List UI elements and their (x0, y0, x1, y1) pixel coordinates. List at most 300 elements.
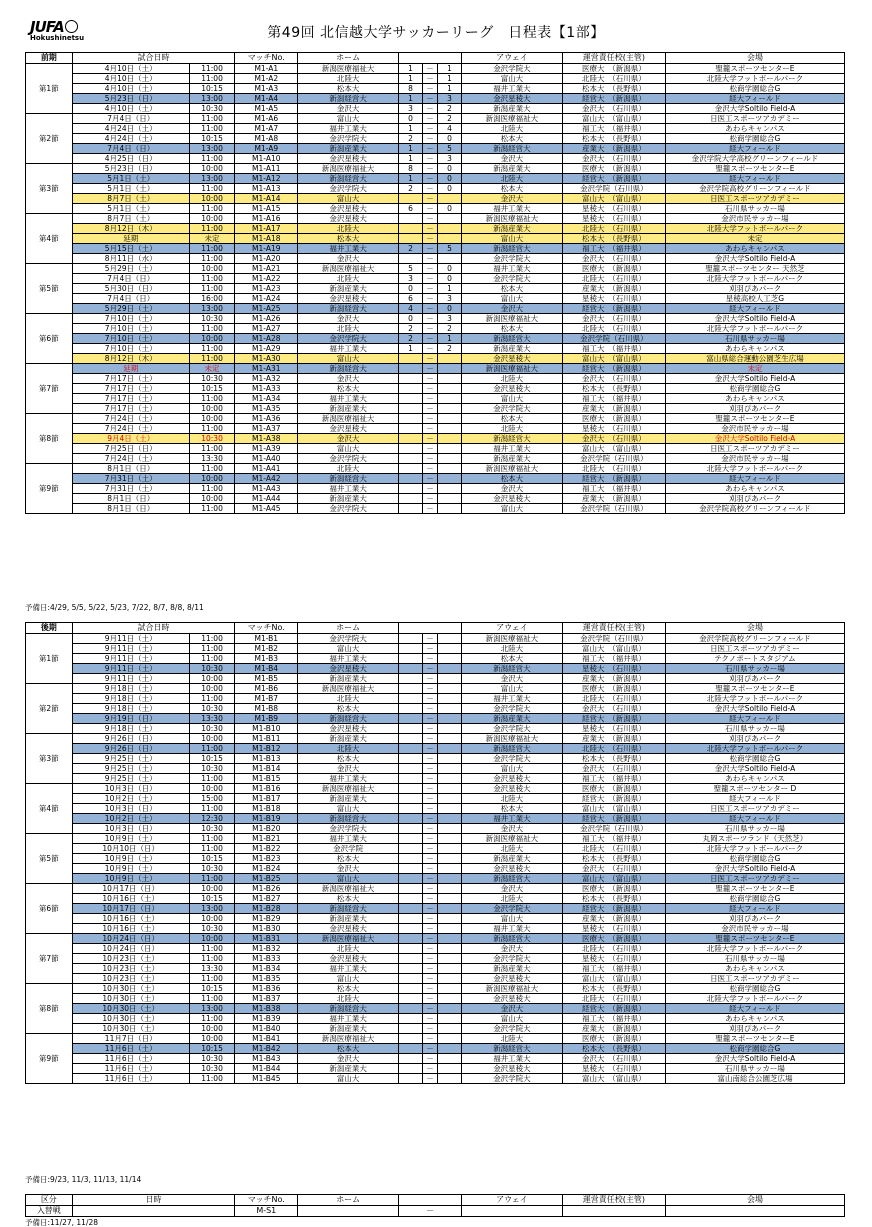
match-date: 4月10日（土） (72, 84, 189, 94)
match-date: 7月10日（土） (72, 314, 189, 324)
match-date: 7月25日（日） (72, 444, 189, 454)
away-score (438, 974, 462, 984)
venue: 経大フィールド (665, 144, 844, 154)
home-team: 新潟産業大 (298, 794, 399, 804)
home-team: 金沢星稜大 (298, 924, 399, 934)
match-date: 10月9日（土） (72, 864, 189, 874)
home-team: 新潟経営大 (298, 1004, 399, 1014)
match-number: M1-B19 (235, 814, 298, 824)
match-number: M1-A44 (235, 494, 298, 504)
score-separator: － (422, 1054, 437, 1064)
match-number: M1-A41 (235, 464, 298, 474)
match-number: M1-A12 (235, 174, 298, 184)
away-score (438, 694, 462, 704)
match-row (26, 774, 845, 784)
section-label: 第6節 (26, 314, 73, 364)
away-team: 新潟産業大 (462, 164, 563, 174)
match-row (26, 244, 845, 254)
home-team: 福井工業大 (298, 244, 399, 254)
home-team: 金沢星稜大 (298, 664, 399, 674)
away-score (438, 484, 462, 494)
match-row (26, 664, 845, 674)
home-score (399, 854, 423, 864)
venue: テクノポートスタジアム (665, 654, 844, 664)
away-team: 金沢大 (462, 824, 563, 834)
venue: 金沢大学Soltilo Field-A (665, 1054, 844, 1064)
organizer-school: 金沢大 （石川県） (562, 104, 665, 114)
match-time: 11:00 (189, 224, 235, 234)
score-separator: － (422, 784, 437, 794)
home-score (399, 444, 423, 454)
away-team: 金沢星稜大 (462, 784, 563, 794)
match-row (26, 194, 845, 204)
score-separator: － (422, 804, 437, 814)
home-score (399, 934, 423, 944)
match-row (26, 914, 845, 924)
match-row (26, 324, 845, 334)
home-score (399, 434, 423, 444)
home-team: 新潟医療福祉大 (298, 414, 399, 424)
home-score (399, 834, 423, 844)
home-team: 北陸大 (298, 464, 399, 474)
home-team: 福井工業大 (298, 1014, 399, 1024)
match-row (26, 424, 845, 434)
header-away: アウェイ (462, 53, 563, 64)
match-date: 11月6日（土） (72, 1074, 189, 1084)
venue: 未定 (665, 234, 844, 244)
away-score (438, 744, 462, 754)
home-score (399, 684, 423, 694)
home-team: 金沢学院大 (298, 634, 399, 644)
home-score (399, 1074, 423, 1084)
organizer-school: 富山大 （富山県） (562, 114, 665, 124)
venue: 刈羽ぴあパーク (665, 284, 844, 294)
home-team: 新潟産業大 (298, 734, 399, 744)
organizer-school: 星稜大 （石川県） (562, 424, 665, 434)
match-row (26, 934, 845, 944)
match-row (26, 144, 845, 154)
home-score (399, 974, 423, 984)
venue: 金沢大学Soltilo Field-A (665, 254, 844, 264)
home-score (399, 824, 423, 834)
score-separator: － (422, 414, 437, 424)
away-team: 金沢星稜大 (462, 1064, 563, 1074)
away-team: 新潟医療福祉大 (462, 734, 563, 744)
home-score (399, 804, 423, 814)
match-date: 10月30日（土） (72, 1014, 189, 1024)
away-score (438, 434, 462, 444)
match-number: M1-A25 (235, 304, 298, 314)
match-time: 11:00 (189, 834, 235, 844)
match-number: M1-A6 (235, 114, 298, 124)
home-score (399, 354, 423, 364)
home-score: 1 (399, 154, 423, 164)
organizer-school: 産業大 （新潟県） (562, 144, 665, 154)
home-score (399, 654, 423, 664)
section-label: 第5節 (26, 264, 73, 314)
home-score: 3 (399, 274, 423, 284)
score-separator: － (422, 684, 437, 694)
away-score: 2 (438, 324, 462, 334)
venue: 未定 (665, 364, 844, 374)
match-row (26, 634, 845, 644)
venue: 日医工スポーツアカデミー (665, 114, 844, 124)
away-team: 福井工業大 (462, 84, 563, 94)
home-score (399, 644, 423, 654)
match-number: M1-B4 (235, 664, 298, 674)
score-separator: － (422, 154, 437, 164)
match-number: M1-A17 (235, 224, 298, 234)
section-label: 第4節 (26, 784, 73, 834)
venue: 経大フィールド (665, 304, 844, 314)
match-time: 10:15 (189, 384, 235, 394)
match-time: 13:30 (189, 714, 235, 724)
match-time: 10:15 (189, 984, 235, 994)
match-time: 13:00 (189, 94, 235, 104)
away-score (438, 854, 462, 864)
home-team: 松本大 (298, 234, 399, 244)
match-row (26, 894, 845, 904)
organizer-school: 福工大 （福井県） (562, 774, 665, 784)
organizer-school: 金沢大 （石川県） (562, 154, 665, 164)
home-score: 2 (399, 334, 423, 344)
away-score (438, 194, 462, 204)
match-time: 11:00 (189, 344, 235, 354)
home-score (399, 634, 423, 644)
match-row (26, 734, 845, 744)
organizer-school: 金沢大 （石川県） (562, 434, 665, 444)
match-date: 延期 (72, 234, 189, 244)
home-score (399, 414, 423, 424)
away-team: 松本大 (462, 284, 563, 294)
match-time: 11:00 (189, 974, 235, 984)
match-row (26, 1024, 845, 1034)
match-time: 10:00 (189, 914, 235, 924)
header-datetime: 日時 (72, 1195, 235, 1206)
home-team: 新潟医療福祉大 (298, 934, 399, 944)
home-score (399, 884, 423, 894)
score-separator: － (422, 294, 437, 304)
match-date: 10月23日（土） (72, 964, 189, 974)
header-organizer: 運営責任校(主管) (562, 53, 665, 64)
away-score (438, 684, 462, 694)
match-date: 9月18日（土） (72, 694, 189, 704)
match-number: M1-A20 (235, 254, 298, 264)
match-time: 10:15 (189, 754, 235, 764)
away-team: 金沢学院大 (462, 254, 563, 264)
venue: 北陸大学フットボールパーク (665, 744, 844, 754)
score-separator: － (422, 244, 437, 254)
organizer-school: 経営大 （新潟県） (562, 364, 665, 374)
venue: 金沢大学Soltilo Field-A (665, 434, 844, 444)
score-separator: － (422, 1074, 437, 1084)
match-row (26, 724, 845, 734)
match-time: 10:15 (189, 1044, 235, 1054)
home-team: 富山大 (298, 444, 399, 454)
score-separator: － (422, 1064, 437, 1074)
match-date: 4月24日（土） (72, 124, 189, 134)
match-row (26, 444, 845, 454)
score-separator: － (422, 704, 437, 714)
away-team: 新潟医療福祉大 (462, 634, 563, 644)
match-time: 11:00 (189, 874, 235, 884)
venue: あわらキャンパス (665, 244, 844, 254)
match-date: 11月6日（土） (72, 1054, 189, 1064)
away-team: 新潟産業大 (462, 854, 563, 864)
venue: 日医工スポーツアカデミー (665, 194, 844, 204)
match-row (26, 844, 845, 854)
home-team: 富山大 (298, 804, 399, 814)
match-number: M1-B14 (235, 764, 298, 774)
match-number: M1-B24 (235, 864, 298, 874)
away-team: 富山大 (462, 684, 563, 694)
match-time: 13:00 (189, 174, 235, 184)
match-number: M1-B38 (235, 1004, 298, 1014)
venue: 経大フィールド (665, 794, 844, 804)
match-time: 10:30 (189, 374, 235, 384)
away-team: 新潟医療福祉大 (462, 464, 563, 474)
match-date: 7月17日（土） (72, 374, 189, 384)
home-score: 1 (399, 344, 423, 354)
away-team: 北陸大 (462, 844, 563, 854)
match-time: 16:00 (189, 294, 235, 304)
venue: あわらキャンパス (665, 124, 844, 134)
venue: 松商学園総合G (665, 854, 844, 864)
away-score (438, 464, 462, 474)
match-time: 15:00 (189, 794, 235, 804)
match-time: 11:00 (189, 944, 235, 954)
home-team: 新潟産業大 (298, 494, 399, 504)
organizer-school: 福工大 （福井県） (562, 484, 665, 494)
match-number: M1-B7 (235, 694, 298, 704)
organizer-school: 北陸大 （石川県） (562, 464, 665, 474)
match-number: M1-A33 (235, 384, 298, 394)
header-category: 区分 (26, 1195, 73, 1206)
venue: 北陸大学フットボールパーク (665, 844, 844, 854)
match-row (26, 344, 845, 354)
home-score: 6 (399, 294, 423, 304)
header-home: ホーム (298, 623, 399, 634)
venue: 石川県サッカー場 (665, 954, 844, 964)
match-time: 10:00 (189, 264, 235, 274)
away-team: 金沢大 (462, 194, 563, 204)
match-row (26, 704, 845, 714)
match-date: 8月1日（日） (72, 494, 189, 504)
away-score: 0 (438, 204, 462, 214)
home-team: 金沢星稜大 (298, 954, 399, 964)
away-score (438, 214, 462, 224)
match-date: 8月12日（木） (72, 354, 189, 364)
match-time: 10:30 (189, 704, 235, 714)
match-number: M1-A2 (235, 74, 298, 84)
match-date: 8月7日（土） (72, 214, 189, 224)
match-row (26, 954, 845, 964)
away-score (438, 794, 462, 804)
match-row (26, 1074, 845, 1084)
match-time: 11:00 (189, 634, 235, 644)
away-team: 松本大 (462, 804, 563, 814)
venue: 経大フィールド (665, 714, 844, 724)
match-row (26, 164, 845, 174)
venue: 松商学園総合G (665, 84, 844, 94)
match-row (26, 904, 845, 914)
organizer-school: 金沢学院（石川県） (562, 184, 665, 194)
match-time: 10:00 (189, 684, 235, 694)
match-row (26, 94, 845, 104)
home-team: 金沢大 (298, 314, 399, 324)
organizer-school: 松本大 （長野県） (562, 754, 665, 764)
match-number: M1-B5 (235, 674, 298, 684)
home-score: 2 (399, 184, 423, 194)
venue: 日医工スポーツアカデミー (665, 974, 844, 984)
home-score (399, 374, 423, 384)
score-separator: － (422, 144, 437, 154)
venue: 聖籠スポーツセンターE (665, 64, 844, 74)
home-score (399, 224, 423, 234)
match-number: M1-A38 (235, 434, 298, 444)
match-time: 11:00 (189, 744, 235, 754)
away-score (438, 654, 462, 664)
away-team: 金沢学院大 (462, 724, 563, 734)
venue: あわらキャンパス (665, 484, 844, 494)
home-team: 金沢大 (298, 254, 399, 264)
away-team: 新潟医療福祉大 (462, 214, 563, 224)
match-number: M1-A18 (235, 234, 298, 244)
playoff-away (462, 1206, 563, 1217)
venue: 北陸大学フットボールパーク (665, 324, 844, 334)
organizer-school: 金沢学院（石川県） (562, 824, 665, 834)
match-number: M1-A26 (235, 314, 298, 324)
match-number: M1-B44 (235, 1064, 298, 1074)
match-date: 5月29日（土） (72, 304, 189, 314)
match-time: 11:00 (189, 504, 235, 514)
section-label: 第9節 (26, 464, 73, 514)
match-date: 10月2日（土） (72, 794, 189, 804)
match-time: 10:00 (189, 334, 235, 344)
match-time: 未定 (189, 364, 235, 374)
away-team: 新潟産業大 (462, 224, 563, 234)
header-datetime: 試合日時 (72, 53, 235, 64)
header-score (399, 623, 462, 634)
home-score (399, 734, 423, 744)
match-number: M1-A3 (235, 84, 298, 94)
score-separator: － (422, 864, 437, 874)
match-date: 10月16日（土） (72, 924, 189, 934)
home-score (399, 464, 423, 474)
home-score (399, 764, 423, 774)
venue: 石川県サッカー場 (665, 824, 844, 834)
match-number: M1-B23 (235, 854, 298, 864)
match-number: M1-A19 (235, 244, 298, 254)
organizer-school: 星稜大 （石川県） (562, 954, 665, 964)
match-date: 8月7日（土） (72, 194, 189, 204)
home-score (399, 1064, 423, 1074)
second-half-reserve-dates: 予備日:9/23, 11/3, 11/13, 11/14 (25, 1175, 142, 1184)
playoff-row (26, 1206, 845, 1217)
score-separator: － (422, 374, 437, 384)
away-score (438, 414, 462, 424)
score-separator: － (422, 354, 437, 364)
match-row (26, 134, 845, 144)
match-row (26, 234, 845, 244)
match-row (26, 864, 845, 874)
away-score (438, 834, 462, 844)
header-home: ホーム (298, 1195, 399, 1206)
match-date: 7月17日（土） (72, 404, 189, 414)
match-date: 10月24日（日） (72, 944, 189, 954)
score-separator: － (422, 644, 437, 654)
organizer-school: 経営大 （新潟県） (562, 94, 665, 104)
score-separator: － (422, 774, 437, 784)
organizer-school: 松本大 （長野県） (562, 234, 665, 244)
match-number: M1-B9 (235, 714, 298, 724)
logo-main-text: JUFA (30, 18, 64, 36)
match-row (26, 394, 845, 404)
match-row (26, 814, 845, 824)
header-row (26, 53, 845, 64)
away-score: 3 (438, 94, 462, 104)
match-row (26, 204, 845, 214)
venue: 北陸大学フットボールパーク (665, 944, 844, 954)
home-team: 富山大 (298, 1074, 399, 1084)
away-team: 金沢学院大 (462, 1024, 563, 1034)
away-team: 富山大 (462, 1014, 563, 1024)
score-separator: － (422, 994, 437, 1004)
score-separator: － (422, 944, 437, 954)
organizer-school: 経営大 （新潟県） (562, 1004, 665, 1014)
home-score (399, 844, 423, 854)
match-time: 11:00 (189, 254, 235, 264)
away-team: 松本大 (462, 134, 563, 144)
match-date: 10月30日（土） (72, 984, 189, 994)
header-score (399, 53, 462, 64)
match-number: M1-A42 (235, 474, 298, 484)
venue: あわらキャンパス (665, 1014, 844, 1024)
organizer-school: 富山大 （富山県） (562, 354, 665, 364)
score-separator: － (422, 924, 437, 934)
organizer-school: 星稜大 （石川県） (562, 924, 665, 934)
home-team: 松本大 (298, 984, 399, 994)
organizer-school: 松本大 （長野県） (562, 984, 665, 994)
away-score: 5 (438, 244, 462, 254)
match-number: M1-B25 (235, 874, 298, 884)
period-label: 後期 (26, 623, 73, 634)
home-score (399, 704, 423, 714)
score-separator: － (422, 1014, 437, 1024)
away-score: 3 (438, 314, 462, 324)
score-separator: － (422, 284, 437, 294)
away-score: 2 (438, 104, 462, 114)
away-score (438, 724, 462, 734)
match-row (26, 84, 845, 94)
away-team: 新潟産業大 (462, 964, 563, 974)
match-date: 7月10日（土） (72, 334, 189, 344)
organizer-school: 金沢学院（石川県） (562, 454, 665, 464)
match-row (26, 274, 845, 284)
home-score (399, 864, 423, 874)
home-team: 新潟産業大 (298, 1024, 399, 1034)
score-separator: － (422, 304, 437, 314)
match-number: M1-B32 (235, 944, 298, 954)
match-date: 9月18日（土） (72, 704, 189, 714)
match-row (26, 354, 845, 364)
organizer-school: 金沢大 （石川県） (562, 864, 665, 874)
match-time: 10:00 (189, 884, 235, 894)
match-row (26, 944, 845, 954)
away-score: 0 (438, 274, 462, 284)
match-date: 10月9日（土） (72, 854, 189, 864)
away-score: 1 (438, 64, 462, 74)
